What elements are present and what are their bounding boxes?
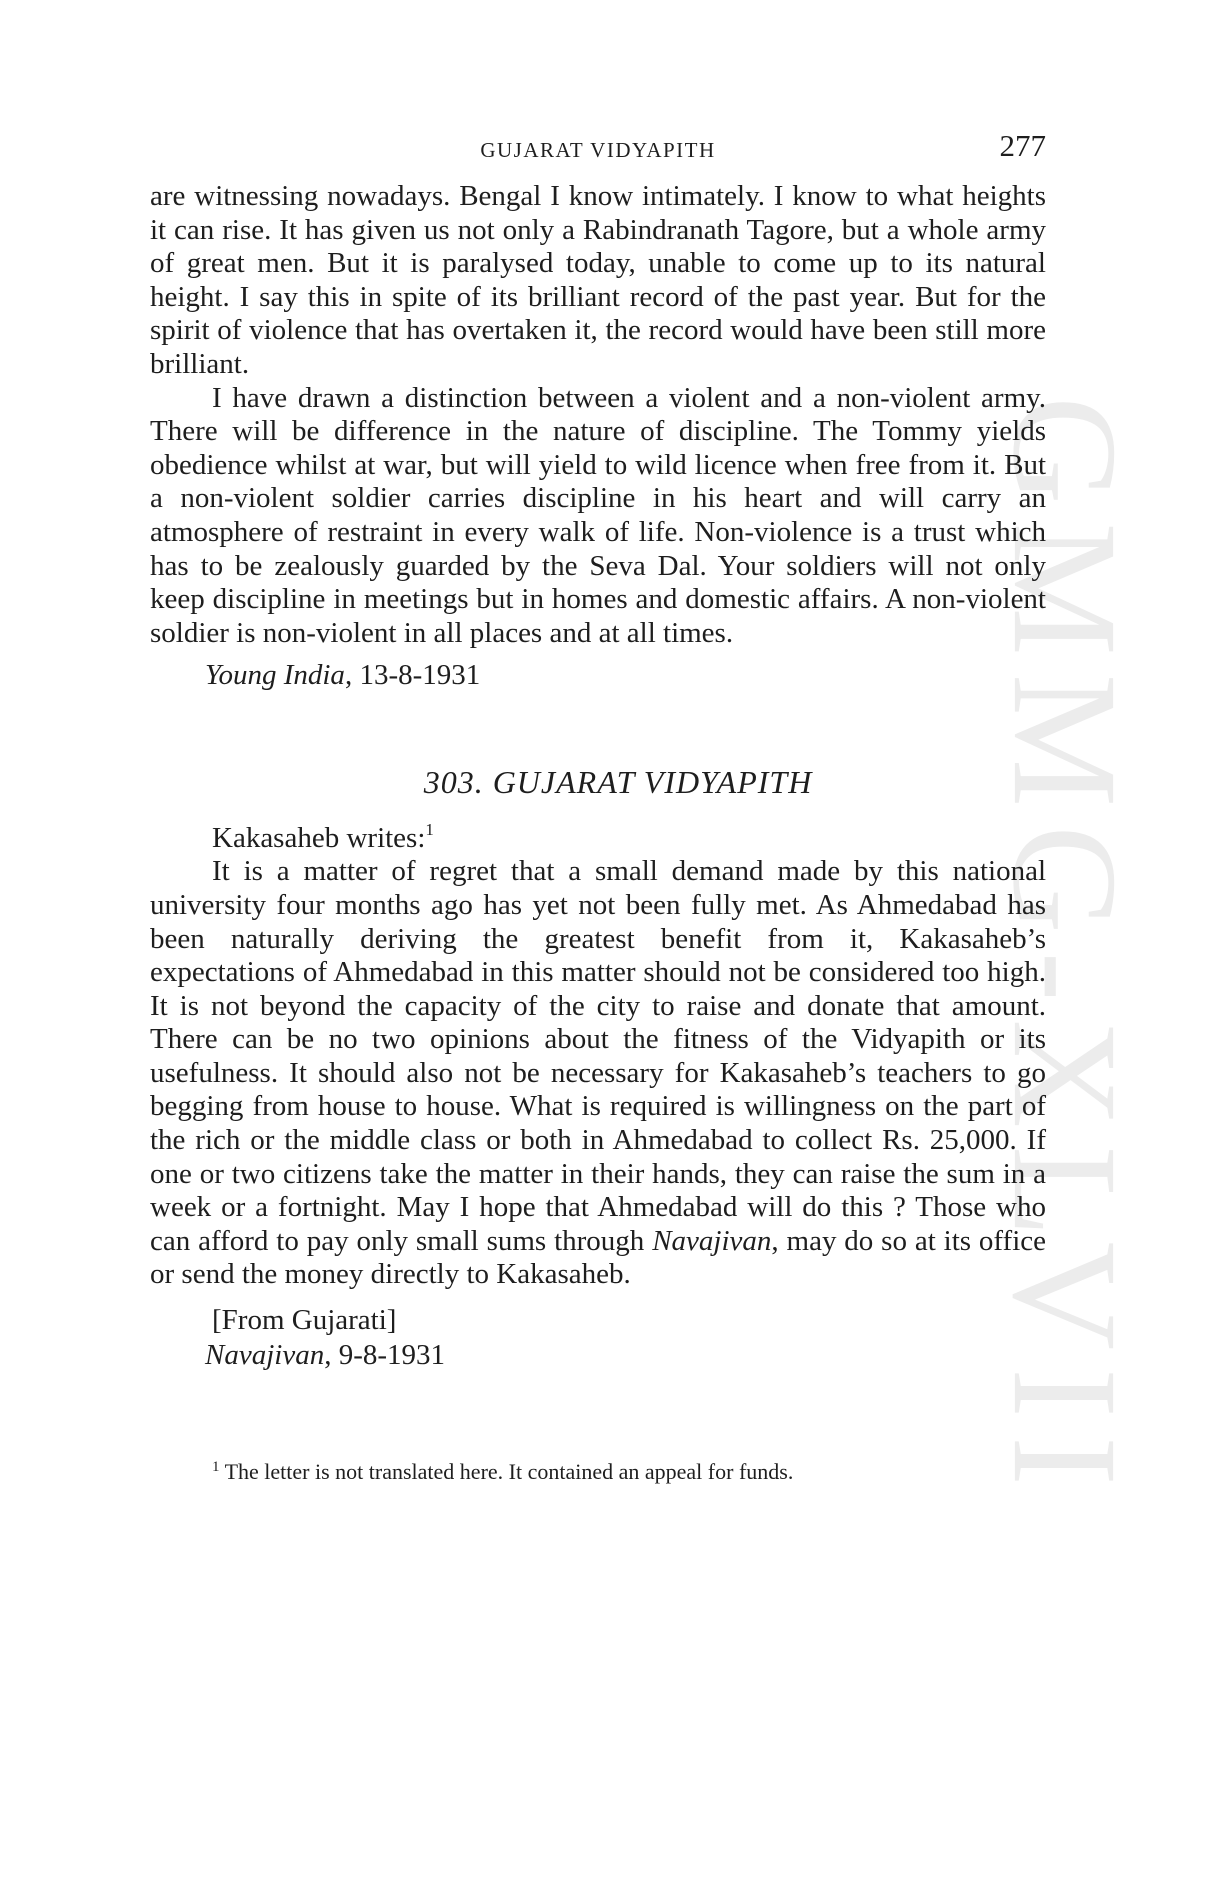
body-text: It is a matter of regret that a small demand made by this national university four months ago has yet not been fully met. As Ahmedabad has been naturally deriving the greatest benefit from it, Kakasaheb’s expectations of Ahmedabad in this matter should not be considered too high. It is not beyond the capacity of the city to raise and donate that amount. There can be no two opinions about the fitness of the Vidyapith or its usefulness. It should also not be necessary for Kakasaheb’s teachers to go begging from house to house. What is required is willingness on the part of the rich or the middle class or both in Ahmedabad to collect Rs. 25,000. If one or two citizens take the matter in their hands, they can raise the sum in a week or a fortnight. May I hope that Ahmedabad will do this ? Those who can afford to pay only small sums through — [150, 855, 1046, 1257]
footnote-marker: 1 — [212, 1459, 220, 1476]
source-date: , 13-8-1931 — [344, 659, 481, 692]
body-paragraph — [150, 855, 1046, 1292]
book-page — [150, 128, 1046, 1486]
footnote-text: The letter is not translated here. It contained an appeal for funds. — [219, 1459, 794, 1485]
translation-note: [From Gujarati] — [212, 1304, 397, 1337]
footnote-reference: 1 — [425, 820, 434, 840]
running-title: GUJARAT VIDYAPITH — [480, 138, 716, 162]
watermark-text: GMMG-XLVII — [982, 396, 1149, 1504]
paragraph-continued: are witnessing nowadays. Bengal I know intimately. I know to what heights it can rise. It has given us not only a Rabindranath Tagore, but a whole army of great men. But it is paralysed today, unable to come up to its natural height. I say this in spite of its brilliant record of the past year. But for the spirit of violence that has overtaken it, the record would have been still more brilliant. — [150, 180, 1046, 380]
paragraph-discipline: I have drawn a distinction between a violent and a non-violent army. There will be difference in the nature of discipline. The Tommy yields obedience whilst at war, but will yield to wild licence when free from it. But a non-violent soldier carries discipline in his heart and will carry an atmosphere of restraint in every walk of life. Non-violence is a trust which has to be zealously guarded by the Seva Dal. Your soldiers will not only keep discipline in meetings but in homes and domestic affairs. A non-violent soldier is non-violent in all places and at all times. — [150, 381, 1046, 649]
body-end: , may do so at its office or send the money directly to Kakasaheb. — [150, 1224, 1046, 1291]
article-body — [150, 821, 1046, 1372]
continued-article — [150, 180, 1046, 692]
body-italic: Navajivan — [652, 1224, 772, 1257]
footnote — [150, 1458, 1046, 1486]
running-head — [150, 128, 1046, 162]
article-source-date: , 9-8-1931 — [324, 1339, 446, 1372]
intro-text: Kakasaheb writes: — [212, 822, 426, 855]
intro-line — [150, 821, 1046, 855]
page-number: 277 — [999, 128, 1046, 163]
article-heading: 303. GUJARAT VIDYAPITH — [423, 764, 813, 801]
article-source — [150, 1338, 1046, 1372]
article-source-title: Navajivan — [205, 1339, 325, 1372]
source-citation — [150, 658, 1046, 692]
source-title: Young India — [205, 659, 345, 692]
